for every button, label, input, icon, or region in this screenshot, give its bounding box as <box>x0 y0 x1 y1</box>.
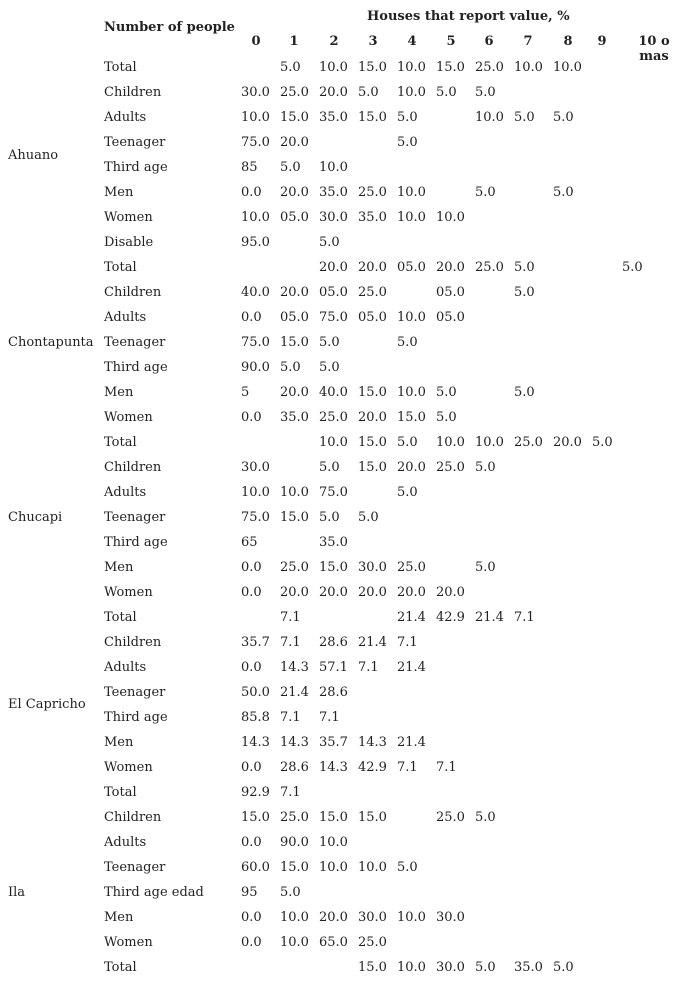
table-cell: 15.0 <box>358 460 387 475</box>
table-cell: 90.0 <box>241 360 270 375</box>
table-cell: 85.8 <box>241 710 270 725</box>
table-cell: 10.0 <box>241 110 270 125</box>
column-header: 6 <box>484 34 494 49</box>
table-cell: 25.0 <box>280 85 309 100</box>
table-cell: 95 <box>241 885 258 900</box>
table-cell: 10.0 <box>319 160 348 175</box>
row-label: Adults <box>104 835 147 850</box>
table-cell: 20.0 <box>397 585 426 600</box>
table-cell: 75.0 <box>241 510 270 525</box>
column-header: 8 <box>563 34 573 49</box>
table-cell: 95.0 <box>241 235 270 250</box>
table-cell: 0.0 <box>241 760 262 775</box>
table-cell: 35.0 <box>319 185 348 200</box>
table-cell: 5.0 <box>358 85 379 100</box>
table-cell: 21.4 <box>475 610 504 625</box>
table-cell: 0.0 <box>241 660 262 675</box>
table-cell: 20.0 <box>319 85 348 100</box>
table-cell: 20.0 <box>358 410 387 425</box>
row-label: Women <box>104 210 153 225</box>
table-cell: 14.3 <box>358 735 387 750</box>
table-cell: 5.0 <box>475 185 496 200</box>
row-label: Children <box>104 85 162 100</box>
table-cell: 10.0 <box>280 910 309 925</box>
column-header: 1 <box>289 34 299 49</box>
table-cell: 15.0 <box>358 60 387 75</box>
table-cell: 21.4 <box>358 635 387 650</box>
table-cell: 10.0 <box>514 60 543 75</box>
table-cell: 5.0 <box>280 60 301 75</box>
table-cell: 5.0 <box>319 460 340 475</box>
table-cell: 5.0 <box>475 810 496 825</box>
table-cell: 20.0 <box>280 385 309 400</box>
row-label: Women <box>104 585 153 600</box>
column-header: 3 <box>368 34 378 49</box>
table-cell: 5.0 <box>475 460 496 475</box>
table-cell: 10.0 <box>436 435 465 450</box>
table-cell: 75.0 <box>241 135 270 150</box>
village-label: El Capricho <box>8 697 86 712</box>
table-cell: 10.0 <box>319 860 348 875</box>
table-cell: 15.0 <box>358 435 387 450</box>
table-cell: 7.1 <box>514 610 535 625</box>
row-label: Third age <box>104 710 168 725</box>
row-label: Adults <box>104 485 147 500</box>
row-label: Men <box>104 385 134 400</box>
table-cell: 15.0 <box>280 110 309 125</box>
table-cell: 25.0 <box>358 935 387 950</box>
table-cell: 10.0 <box>358 860 387 875</box>
table-cell: 10.0 <box>397 185 426 200</box>
table-cell: 15.0 <box>358 110 387 125</box>
table-cell: 5.0 <box>358 510 379 525</box>
table-cell: 7.1 <box>280 710 301 725</box>
table-cell: 10.0 <box>241 210 270 225</box>
row-label: Disable <box>104 235 154 250</box>
table-cell: 0.0 <box>241 310 262 325</box>
table-cell: 20.0 <box>280 585 309 600</box>
table-cell: 15.0 <box>397 410 426 425</box>
table-cell: 30.0 <box>436 910 465 925</box>
table-cell: 15.0 <box>319 810 348 825</box>
table-cell: 25.0 <box>280 560 309 575</box>
row-label: Women <box>104 935 153 950</box>
table-cell: 5.0 <box>280 885 301 900</box>
row-label: Teenager <box>104 510 166 525</box>
number-of-people-header: Number of people <box>104 20 235 35</box>
table-cell: 15.0 <box>280 335 309 350</box>
table-cell: 5.0 <box>514 385 535 400</box>
table-cell: 42.9 <box>358 760 387 775</box>
table-cell: 05.0 <box>397 260 426 275</box>
table-cell: 25.0 <box>280 810 309 825</box>
table-cell: 35.0 <box>280 410 309 425</box>
table-cell: 5.0 <box>397 135 418 150</box>
table-cell: 25.0 <box>436 460 465 475</box>
table-cell: 5.0 <box>397 110 418 125</box>
table-cell: 20.0 <box>397 460 426 475</box>
table-cell: 5.0 <box>436 385 457 400</box>
table-cell: 92.9 <box>241 785 270 800</box>
table-cell: 7.1 <box>436 760 457 775</box>
table-cell: 20.0 <box>280 285 309 300</box>
table-cell: 20.0 <box>358 585 387 600</box>
row-label: Men <box>104 735 134 750</box>
table-cell: 05.0 <box>319 285 348 300</box>
table-cell: 21.4 <box>397 660 426 675</box>
table-cell: 10.0 <box>319 60 348 75</box>
table-cell: 5.0 <box>319 235 340 250</box>
table-cell: 5.0 <box>553 960 574 975</box>
table-cell: 15.0 <box>358 810 387 825</box>
table-cell: 75.0 <box>241 335 270 350</box>
village-label: Chontapunta <box>8 335 94 350</box>
table-cell: 5.0 <box>475 85 496 100</box>
table-cell: 5.0 <box>553 110 574 125</box>
row-label: Children <box>104 810 162 825</box>
table-cell: 10.0 <box>553 60 582 75</box>
table-cell: 35.0 <box>319 110 348 125</box>
table-cell: 05.0 <box>436 310 465 325</box>
table-cell: 15.0 <box>358 385 387 400</box>
village-label: Chucapi <box>8 510 63 525</box>
row-label: Third age <box>104 160 168 175</box>
table-cell: 10.0 <box>397 60 426 75</box>
table-cell: 5.0 <box>436 410 457 425</box>
row-label: Teenager <box>104 335 166 350</box>
table-cell: 42.9 <box>436 610 465 625</box>
table-cell: 5 <box>241 385 250 400</box>
table-cell: 15.0 <box>241 810 270 825</box>
table-cell: 30.0 <box>358 560 387 575</box>
table-cell: 0.0 <box>241 560 262 575</box>
row-label: Men <box>104 185 134 200</box>
table-cell: 10.0 <box>241 485 270 500</box>
table-cell: 7.1 <box>319 710 340 725</box>
table-cell: 15.0 <box>319 560 348 575</box>
table-cell: 10.0 <box>397 210 426 225</box>
table-cell: 15.0 <box>436 60 465 75</box>
table-cell: 7.1 <box>397 760 418 775</box>
table-cell: 21.4 <box>280 685 309 700</box>
table-cell: 14.3 <box>241 735 270 750</box>
table-cell: 28.6 <box>319 685 348 700</box>
row-label: Total <box>104 785 137 800</box>
row-label: Men <box>104 910 134 925</box>
table-cell: 25.0 <box>436 810 465 825</box>
table-cell: 20.0 <box>358 260 387 275</box>
table-cell: 35.7 <box>319 735 348 750</box>
row-label: Total <box>104 60 137 75</box>
table-cell: 75.0 <box>319 485 348 500</box>
table-cell: 28.6 <box>280 760 309 775</box>
table-cell: 75.0 <box>319 310 348 325</box>
column-header: 7 <box>523 34 533 49</box>
table-cell: 20.0 <box>436 260 465 275</box>
table-cell: 10.0 <box>397 910 426 925</box>
table-cell: 20.0 <box>319 260 348 275</box>
table-cell: 5.0 <box>553 185 574 200</box>
table-cell: 5.0 <box>397 435 418 450</box>
column-header: 5 <box>446 34 456 49</box>
row-label: Teenager <box>104 685 166 700</box>
column-header: 0 <box>251 34 261 49</box>
table-cell: 35.0 <box>319 535 348 550</box>
table-cell: 0.0 <box>241 585 262 600</box>
table-cell: 05.0 <box>280 210 309 225</box>
row-label: Adults <box>104 310 147 325</box>
houses-report-header: Houses that report value, % <box>367 9 570 24</box>
table-cell: 0.0 <box>241 910 262 925</box>
row-label: Women <box>104 410 153 425</box>
table-cell: 20.0 <box>319 585 348 600</box>
row-label: Third age edad <box>104 885 204 900</box>
table-cell: 05.0 <box>280 310 309 325</box>
table-cell: 5.0 <box>319 510 340 525</box>
table-cell: 60.0 <box>241 860 270 875</box>
table-cell: 7.1 <box>280 610 301 625</box>
table-cell: 30.0 <box>241 85 270 100</box>
village-label: Ila <box>8 885 26 900</box>
row-label: Men <box>104 560 134 575</box>
row-label: Women <box>104 760 153 775</box>
table-cell: 5.0 <box>622 260 643 275</box>
table-cell: 30.0 <box>358 910 387 925</box>
table-cell: 85 <box>241 160 258 175</box>
row-label: Adults <box>104 660 147 675</box>
table-cell: 30.0 <box>319 210 348 225</box>
table-cell: 25.0 <box>475 60 504 75</box>
row-label: Children <box>104 635 162 650</box>
row-label: Third age <box>104 535 168 550</box>
table-cell: 05.0 <box>358 310 387 325</box>
row-label: Children <box>104 460 162 475</box>
table-cell: 7.1 <box>397 635 418 650</box>
table-cell: 35.0 <box>514 960 543 975</box>
row-label: Total <box>104 610 137 625</box>
table-cell: 57.1 <box>319 660 348 675</box>
column-header: 9 <box>597 34 607 49</box>
table-cell: 10.0 <box>475 110 504 125</box>
table-cell: 5.0 <box>592 435 613 450</box>
table-cell: 65.0 <box>319 935 348 950</box>
table-cell: 20.0 <box>280 135 309 150</box>
table-cell: 5.0 <box>319 335 340 350</box>
table-cell: 20.0 <box>436 585 465 600</box>
table-cell: 10.0 <box>280 485 309 500</box>
table-cell: 10.0 <box>397 310 426 325</box>
table-cell: 14.3 <box>280 735 309 750</box>
table-cell: 10.0 <box>436 210 465 225</box>
table-cell: 25.0 <box>397 560 426 575</box>
table-cell: 10.0 <box>397 85 426 100</box>
table-cell: 14.3 <box>319 760 348 775</box>
table-cell: 30.0 <box>241 460 270 475</box>
table-cell: 5.0 <box>397 335 418 350</box>
table-cell: 5.0 <box>397 860 418 875</box>
table-cell: 15.0 <box>280 860 309 875</box>
table-cell: 10.0 <box>475 435 504 450</box>
table-cell: 5.0 <box>319 360 340 375</box>
table-cell: 15.0 <box>280 510 309 525</box>
table-cell: 10.0 <box>319 435 348 450</box>
table-cell: 20.0 <box>280 185 309 200</box>
table-cell: 50.0 <box>241 685 270 700</box>
table-cell: 25.0 <box>358 185 387 200</box>
table-cell: 21.4 <box>397 610 426 625</box>
table-cell: 28.6 <box>319 635 348 650</box>
table-cell: 35.0 <box>358 210 387 225</box>
table-cell: 10.0 <box>397 385 426 400</box>
table-cell: 20.0 <box>553 435 582 450</box>
table-cell: 5.0 <box>514 110 535 125</box>
table-cell: 65 <box>241 535 258 550</box>
row-label: Third age <box>104 360 168 375</box>
table-cell: 7.1 <box>280 635 301 650</box>
table-cell: 14.3 <box>280 660 309 675</box>
column-header: 10 o mas <box>638 34 670 64</box>
row-label: Teenager <box>104 860 166 875</box>
row-label: Total <box>104 960 137 975</box>
table-cell: 35.7 <box>241 635 270 650</box>
table-cell: 25.0 <box>514 435 543 450</box>
table-cell: 5.0 <box>397 485 418 500</box>
table-cell: 10.0 <box>319 835 348 850</box>
table-cell: 30.0 <box>436 960 465 975</box>
row-label: Total <box>104 435 137 450</box>
table-cell: 10.0 <box>280 935 309 950</box>
village-label: Ahuano <box>8 148 59 163</box>
table-cell: 5.0 <box>280 360 301 375</box>
table-cell: 5.0 <box>475 560 496 575</box>
table-cell: 25.0 <box>319 410 348 425</box>
table-cell: 5.0 <box>436 85 457 100</box>
table-cell: 40.0 <box>319 385 348 400</box>
table-cell: 0.0 <box>241 935 262 950</box>
table-cell: 15.0 <box>358 960 387 975</box>
table-cell: 0.0 <box>241 410 262 425</box>
table-cell: 10.0 <box>397 960 426 975</box>
table-cell: 21.4 <box>397 735 426 750</box>
table-cell: 5.0 <box>475 960 496 975</box>
row-label: Children <box>104 285 162 300</box>
table-cell: 7.1 <box>358 660 379 675</box>
table-cell: 25.0 <box>475 260 504 275</box>
table-cell: 5.0 <box>514 285 535 300</box>
row-label: Total <box>104 260 137 275</box>
table-cell: 25.0 <box>358 285 387 300</box>
table-cell: 20.0 <box>319 910 348 925</box>
row-label: Adults <box>104 110 147 125</box>
table-cell: 5.0 <box>514 260 535 275</box>
column-header: 2 <box>329 34 339 49</box>
table-cell: 5.0 <box>280 160 301 175</box>
table-cell: 7.1 <box>280 785 301 800</box>
table-cell: 05.0 <box>436 285 465 300</box>
row-label: Teenager <box>104 135 166 150</box>
table-cell: 0.0 <box>241 185 262 200</box>
table-cell: 90.0 <box>280 835 309 850</box>
column-header: 4 <box>407 34 417 49</box>
table-cell: 0.0 <box>241 835 262 850</box>
table-cell: 40.0 <box>241 285 270 300</box>
